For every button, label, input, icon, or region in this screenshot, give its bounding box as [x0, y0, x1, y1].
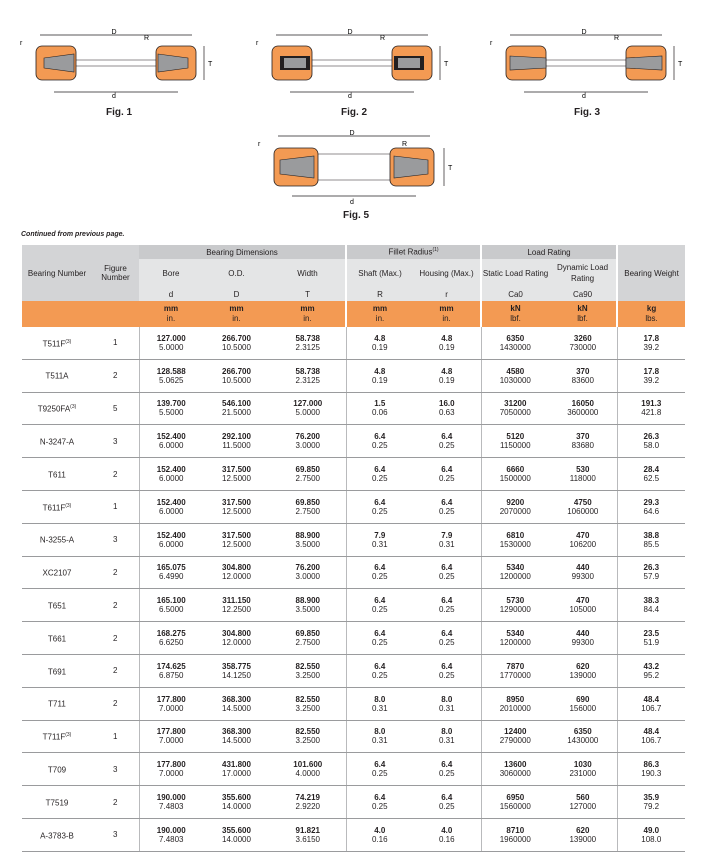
cell-dynamic-rating: 1030 231000	[549, 753, 617, 786]
cell-dynamic-rating: 3260 730000	[549, 327, 617, 359]
cell-bore: 190.000 7.4803	[139, 786, 203, 819]
cell-bore: 168.275 6.6250	[139, 622, 203, 655]
cell-bore: 152.400 6.0000	[139, 425, 203, 458]
table-row	[22, 556, 685, 589]
cell-dynamic-rating: 620 139000	[549, 654, 617, 687]
hdr-shaft: Shaft (Max.)	[346, 259, 413, 287]
cell-shaft-radius: 6.4 0.25	[346, 753, 413, 786]
cell-weight: 49.0 108.0	[617, 818, 685, 851]
cell-bore: 152.400 6.0000	[139, 458, 203, 491]
cell-static-rating: 8950 2010000	[481, 687, 549, 720]
cell-bore: 139.700 5.5000	[139, 392, 203, 425]
fig1-drawing	[14, 18, 220, 100]
fig1-d: d	[112, 93, 116, 100]
cell-housing-radius: 6.4 0.25	[413, 786, 481, 819]
cell-figure-number: 2	[92, 786, 139, 819]
table-row	[22, 622, 685, 655]
cell-figure-number: 2	[92, 458, 139, 491]
cell-od: 266.700 10.5000	[203, 327, 270, 359]
fig3-T: T	[678, 61, 683, 68]
cell-od: 317.500 12.5000	[203, 458, 270, 491]
cell-width: 127.000 5.0000	[270, 392, 346, 425]
cell-weight: 26.3 57.9	[617, 556, 685, 589]
cell-bore: 177.800 7.0000	[139, 720, 203, 753]
fig3-drawing	[484, 18, 690, 100]
cell-width: 76.200 3.0000	[270, 425, 346, 458]
cell-od: 292.100 11.5000	[203, 425, 270, 458]
unit-empty-1	[22, 301, 92, 327]
hdr-bearing-weight: Bearing Weight	[617, 245, 685, 301]
cell-figure-number: 3	[92, 818, 139, 851]
table-row	[22, 654, 685, 687]
cell-figure-number: 3	[92, 523, 139, 556]
hdr-static: Static Load Rating	[481, 259, 549, 287]
cell-bore: 190.000 7.4803	[139, 818, 203, 851]
cell-shaft-radius: 6.4 0.25	[346, 458, 413, 491]
cell-bearing-number: XC2107	[22, 556, 92, 589]
cell-static-rating: 9200 2070000	[481, 490, 549, 523]
fig2-drawing	[250, 18, 456, 100]
cell-bearing-number: T709	[22, 753, 92, 786]
cell-weight: 86.3 190.3	[617, 753, 685, 786]
cell-weight: 43.2 95.2	[617, 654, 685, 687]
cell-bore: 177.800 7.0000	[139, 687, 203, 720]
cell-dynamic-rating: 530 118000	[549, 458, 617, 491]
fig2-d: d	[348, 93, 352, 100]
cell-od: 546.100 21.5000	[203, 392, 270, 425]
cell-weight: 17.8 39.2	[617, 327, 685, 359]
cell-bore: 165.075 6.4990	[139, 556, 203, 589]
cell-shaft-radius: 6.4 0.25	[346, 425, 413, 458]
cell-static-rating: 7870 1770000	[481, 654, 549, 687]
cell-housing-radius: 6.4 0.25	[413, 622, 481, 655]
cell-bore: 128.588 5.0625	[139, 359, 203, 392]
hdr-od: O.D.	[203, 259, 270, 287]
fig2-D: D	[347, 29, 353, 36]
table-row	[22, 327, 685, 359]
cell-bearing-number: N-3247-A	[22, 425, 92, 458]
hdr-width: Width	[270, 259, 346, 287]
cell-od: 317.500 12.5000	[203, 523, 270, 556]
cell-od: 368.300 14.5000	[203, 687, 270, 720]
cell-weight: 48.4 106.7	[617, 720, 685, 753]
sym-d: d	[139, 287, 203, 301]
sym-ca90: Ca90	[549, 287, 617, 301]
cell-static-rating: 13600 3060000	[481, 753, 549, 786]
cell-housing-radius: 4.0 0.16	[413, 818, 481, 851]
cell-width: 69.850 2.7500	[270, 490, 346, 523]
cell-bearing-number: $T711F^{(3)}$	[22, 720, 92, 753]
fig3-r: r	[490, 40, 493, 47]
cell-bearing-number: T7519	[22, 786, 92, 819]
cell-static-rating: 6810 1530000	[481, 523, 549, 556]
cell-width: 88.900 3.5000	[270, 523, 346, 556]
cell-bearing-number: T691	[22, 654, 92, 687]
hdr-dynamic: Dynamic Load Rating	[549, 259, 617, 287]
cell-housing-radius: 6.4 0.25	[413, 490, 481, 523]
cell-dynamic-rating: 560 127000	[549, 786, 617, 819]
fig5-r: r	[258, 141, 261, 148]
table-row	[22, 786, 685, 819]
cell-housing-radius: 4.8 0.19	[413, 359, 481, 392]
hdr-figure-number: Figure Number	[92, 245, 139, 301]
cell-bearing-number: T611	[22, 458, 92, 491]
fig5-caption: Fig. 5	[343, 210, 370, 221]
cell-housing-radius: 6.4 0.25	[413, 556, 481, 589]
unit-housing: mm in.	[413, 301, 481, 327]
cell-housing-radius: 4.8 0.19	[413, 327, 481, 359]
cell-od: 311.150 12.2500	[203, 589, 270, 622]
cell-dynamic-rating: 620 139000	[549, 818, 617, 851]
cell-width: 88.900 3.5000	[270, 589, 346, 622]
cell-width: 76.200 3.0000	[270, 556, 346, 589]
cell-dynamic-rating: 470 106200	[549, 523, 617, 556]
cell-weight: 48.4 106.7	[617, 687, 685, 720]
cell-figure-number: 2	[92, 687, 139, 720]
cell-figure-number: 3	[92, 753, 139, 786]
bearing-spec-table	[22, 245, 685, 852]
cell-static-rating: 5120 1150000	[481, 425, 549, 458]
cell-weight: 38.3 84.4	[617, 589, 685, 622]
table-row	[22, 818, 685, 851]
cell-static-rating: 6660 1500000	[481, 458, 549, 491]
cell-figure-number: 2	[92, 359, 139, 392]
cell-shaft-radius: 6.4 0.25	[346, 622, 413, 655]
unit-static: kN lbf.	[481, 301, 549, 327]
cell-bearing-number: T9250FA$^{(3)}$	[22, 392, 92, 425]
table-row	[22, 392, 685, 425]
cell-dynamic-rating: 370 83680	[549, 425, 617, 458]
cell-shaft-radius: 8.0 0.31	[346, 720, 413, 753]
fig5-d: d	[350, 199, 354, 206]
cell-od: 266.700 10.5000	[203, 359, 270, 392]
cell-shaft-radius: 8.0 0.31	[346, 687, 413, 720]
cell-weight: 26.3 58.0	[617, 425, 685, 458]
cell-dynamic-rating: 4750 1060000	[549, 490, 617, 523]
cell-shaft-radius: 6.4 0.25	[346, 556, 413, 589]
cell-shaft-radius: 1.5 0.06	[346, 392, 413, 425]
cell-figure-number: 2	[92, 589, 139, 622]
cell-bearing-number: N-3255-A	[22, 523, 92, 556]
hdr-fillet-radius: Fillet Radius$^{(1)}$	[346, 245, 481, 259]
cell-width: 82.550 3.2500	[270, 720, 346, 753]
sym-ca0: Ca0	[481, 287, 549, 301]
cell-weight: 23.5 51.9	[617, 622, 685, 655]
table-row	[22, 753, 685, 786]
fig1-R: R	[144, 35, 150, 42]
fig5-R: R	[402, 141, 408, 148]
cell-bore: 174.625 6.8750	[139, 654, 203, 687]
fig2-R: R	[380, 35, 386, 42]
hdr-bore: Bore	[139, 259, 203, 287]
cell-weight: 17.8 39.2	[617, 359, 685, 392]
unit-weight: kg lbs.	[617, 301, 685, 327]
cell-bearing-number: A-3783-B	[22, 818, 92, 851]
cell-static-rating: 4580 1030000	[481, 359, 549, 392]
cell-bearing-number: $T611F^{(3)}$	[22, 490, 92, 523]
cell-width: 82.550 3.2500	[270, 654, 346, 687]
fig1-caption: Fig. 1	[106, 107, 133, 118]
cell-static-rating: 5340 1200000	[481, 556, 549, 589]
cell-shaft-radius: 6.4 0.25	[346, 786, 413, 819]
cell-od: 368.300 14.5000	[203, 720, 270, 753]
cell-od: 355.600 14.0000	[203, 818, 270, 851]
fig1-D: D	[111, 29, 117, 36]
fig3-R: R	[614, 35, 620, 42]
cell-dynamic-rating: 440 99300	[549, 556, 617, 589]
cell-static-rating: 31200 7050000	[481, 392, 549, 425]
cell-od: 304.800 12.0000	[203, 556, 270, 589]
unit-empty-2	[92, 301, 139, 327]
cell-bore: 152.400 6.0000	[139, 523, 203, 556]
cell-dynamic-rating: 6350 1430000	[549, 720, 617, 753]
cell-shaft-radius: 4.0 0.16	[346, 818, 413, 851]
cell-bearing-number: T511A	[22, 359, 92, 392]
table-row	[22, 458, 685, 491]
cell-od: 355.600 14.0000	[203, 786, 270, 819]
sym-D: D	[203, 287, 270, 301]
continued-note: Continued from previous page.	[21, 231, 125, 238]
sym-r: r	[413, 287, 481, 301]
table-row	[22, 425, 685, 458]
fig2-r: r	[256, 40, 259, 47]
fig3-d: d	[582, 93, 586, 100]
cell-weight: 38.8 85.5	[617, 523, 685, 556]
fig1-T: T	[208, 61, 213, 68]
cell-width: 82.550 3.2500	[270, 687, 346, 720]
unit-width: mm in.	[270, 301, 346, 327]
cell-shaft-radius: 4.8 0.19	[346, 359, 413, 392]
unit-shaft: mm in.	[346, 301, 413, 327]
cell-figure-number: 2	[92, 622, 139, 655]
cell-housing-radius: 7.9 0.31	[413, 523, 481, 556]
cell-dynamic-rating: 690 156000	[549, 687, 617, 720]
cell-weight: 29.3 64.6	[617, 490, 685, 523]
cell-figure-number: 1	[92, 490, 139, 523]
table-row	[22, 523, 685, 556]
cell-width: 69.850 2.7500	[270, 622, 346, 655]
fig2-caption: Fig. 2	[341, 107, 368, 118]
cell-static-rating: 12400 2790000	[481, 720, 549, 753]
unit-dynamic: kN lbf.	[549, 301, 617, 327]
cell-housing-radius: 6.4 0.25	[413, 589, 481, 622]
cell-bearing-number: T661	[22, 622, 92, 655]
hdr-bearing-dimensions: Bearing Dimensions	[139, 245, 346, 259]
hdr-bearing-number: Bearing Number	[22, 245, 92, 301]
cell-shaft-radius: 7.9 0.31	[346, 523, 413, 556]
unit-bore: mm in.	[139, 301, 203, 327]
fig5-D: D	[349, 130, 355, 137]
sym-R: R	[346, 287, 413, 301]
cell-static-rating: 8710 1960000	[481, 818, 549, 851]
table-row	[22, 687, 685, 720]
fig5-drawing	[252, 126, 458, 206]
cell-housing-radius: 6.4 0.25	[413, 753, 481, 786]
cell-shaft-radius: 6.4 0.25	[346, 589, 413, 622]
cell-od: 304.800 12.0000	[203, 622, 270, 655]
cell-housing-radius: 6.4 0.25	[413, 458, 481, 491]
cell-width: 58.738 2.3125	[270, 359, 346, 392]
cell-static-rating: 5730 1290000	[481, 589, 549, 622]
hdr-housing: Housing (Max.)	[413, 259, 481, 287]
table-row	[22, 490, 685, 523]
cell-shaft-radius: 6.4 0.25	[346, 654, 413, 687]
cell-width: 91.821 3.6150	[270, 818, 346, 851]
cell-figure-number: 1	[92, 327, 139, 359]
cell-housing-radius: 6.4 0.25	[413, 654, 481, 687]
unit-od: mm in.	[203, 301, 270, 327]
cell-od: 431.800 17.0000	[203, 753, 270, 786]
cell-width: 58.738 2.3125	[270, 327, 346, 359]
cell-housing-radius: 6.4 0.25	[413, 425, 481, 458]
cell-bore: 152.400 6.0000	[139, 490, 203, 523]
sym-T: T	[270, 287, 346, 301]
cell-housing-radius: 8.0 0.31	[413, 720, 481, 753]
cell-bore: 127.000 5.0000	[139, 327, 203, 359]
cell-figure-number: 5	[92, 392, 139, 425]
fig2-T: T	[444, 61, 449, 68]
cell-bore: 177.800 7.0000	[139, 753, 203, 786]
cell-dynamic-rating: 470 105000	[549, 589, 617, 622]
cell-dynamic-rating: 370 83600	[549, 359, 617, 392]
table-row	[22, 589, 685, 622]
table-row	[22, 720, 685, 753]
cell-figure-number: 2	[92, 654, 139, 687]
fig5-T: T	[448, 165, 453, 172]
fig3-D: D	[581, 29, 587, 36]
cell-width: 74.219 2.9220	[270, 786, 346, 819]
cell-shaft-radius: 6.4 0.25	[346, 490, 413, 523]
cell-width: 101.600 4.0000	[270, 753, 346, 786]
cell-weight: 28.4 62.5	[617, 458, 685, 491]
fig1-r: r	[20, 40, 23, 47]
cell-figure-number: 3	[92, 425, 139, 458]
cell-static-rating: 6350 1430000	[481, 327, 549, 359]
cell-width: 69.850 2.7500	[270, 458, 346, 491]
cell-weight: 191.3 421.8	[617, 392, 685, 425]
cell-housing-radius: 16.0 0.63	[413, 392, 481, 425]
cell-static-rating: 6950 1560000	[481, 786, 549, 819]
cell-weight: 35.9 79.2	[617, 786, 685, 819]
fig3-caption: Fig. 3	[574, 107, 601, 118]
cell-bearing-number: $T511F^{(3)}$	[22, 327, 92, 359]
cell-bore: 165.100 6.5000	[139, 589, 203, 622]
cell-figure-number: 1	[92, 720, 139, 753]
cell-od: 317.500 12.5000	[203, 490, 270, 523]
cell-static-rating: 5340 1200000	[481, 622, 549, 655]
cell-housing-radius: 8.0 0.31	[413, 687, 481, 720]
cell-bearing-number: T711	[22, 687, 92, 720]
cell-bearing-number: T651	[22, 589, 92, 622]
cell-dynamic-rating: 440 99300	[549, 622, 617, 655]
table-row	[22, 359, 685, 392]
cell-figure-number: 2	[92, 556, 139, 589]
cell-od: 358.775 14.1250	[203, 654, 270, 687]
cell-shaft-radius: 4.8 0.19	[346, 327, 413, 359]
hdr-load-rating: Load Rating	[481, 245, 617, 259]
cell-dynamic-rating: 16050 3600000	[549, 392, 617, 425]
